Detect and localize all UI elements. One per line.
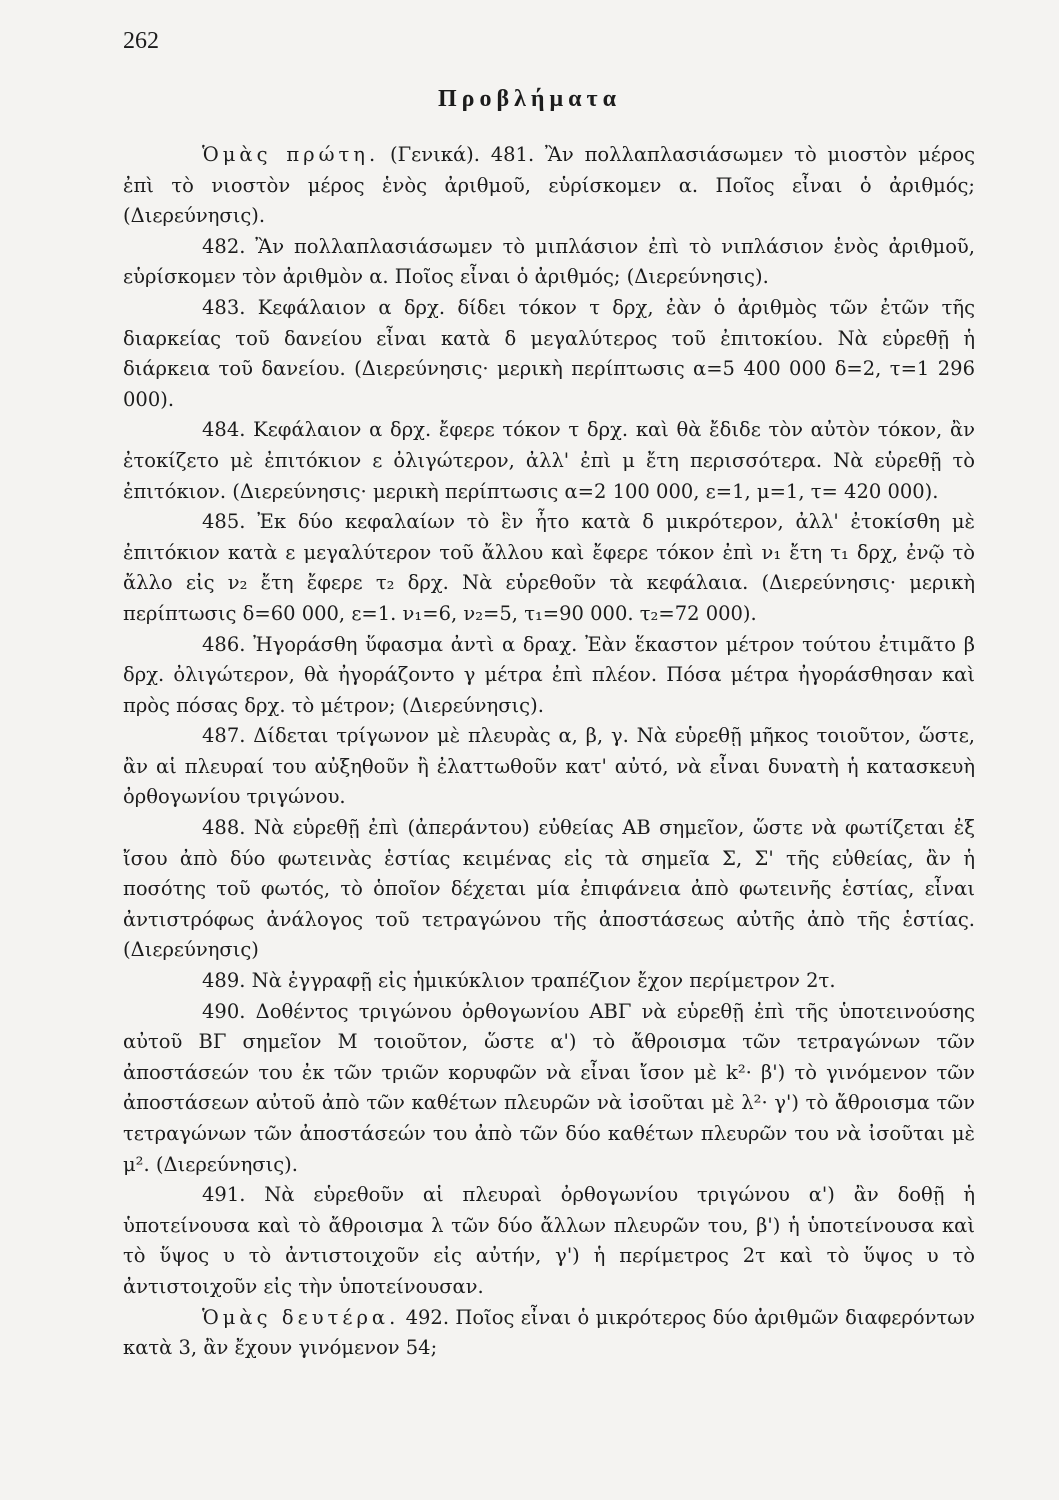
problem-490: 490. Δοθέντος τριγώνου ὀρθογωνίου ΑΒΓ νὰ εὑρεθῇ ἐπὶ τῆς ὑποτεινούσης αὐτοῦ ΒΓ σημεῖον Μ τοιοῦτον, ὥστε α') τὸ ἄθροισμα τῶν τετραγώνων τῶν ἀποστάσεών του ἐκ τῶν τριῶν κορυφῶν νὰ εἶναι ἴσον μὲ k²· β') τὸ γινόμενον τῶν ἀποστάσεων αὐτοῦ ἀπὸ τῶν καθέτων πλευρῶν νὰ ἰσοῦται μὲ λ²· γ') τὸ ἄθροισμα τῶν τετραγώνων τῶν ἀποστάσεών του ἀπὸ τῶν δύο καθέτων πλευρῶν του νὰ ἰσοῦται μὲ μ². (Διερεύνησις). [123,999,975,1176]
problem-487: 487. Δίδεται τρίγωνον μὲ πλευρὰς α, β, γ. Νὰ εὑρεθῇ μῆκος τοιοῦτον, ὥστε, ἂν αἱ πλευραί του αὐξηθοῦν ἢ ἐλαττωθοῦν κατ' αὐτό, νὰ εἶναι δυνατὴ ἡ κατασκευὴ ὀρθογωνίου τριγώνου. [123,724,975,809]
body-text [123,140,975,1364]
problem-481: Ὁμὰς πρώτη. (Γενικά). 481. Ἂν πολλαπλασιάσωμεν τὸ μιοστὸν μέρος ἐπὶ τὸ νιοστὸν μέρος ἑνὸς ἀριθμοῦ, εὑρίσκομεν α. Ποῖος εἶναι ὁ ἀριθμός; (Διερεύνησις). [123,143,975,228]
problem-486: 486. Ἠγοράσθη ὕφασμα ἀντὶ α δραχ. Ἐὰν ἕκαστον μέτρον τούτου ἐτιμᾶτο β δρχ. ὀλιγώτερον, θὰ ἠγοράζοντο γ μέτρα ἐπὶ πλέον. Πόσα μέτρα ἠγοράσθησαν καὶ πρὸς πόσας δρχ. τὸ μέτρον; (Διερεύνησις). [123,632,975,717]
problem-483: 483. Κεφάλαιον α δρχ. δίδει τόκον τ δρχ, ἐὰν ὁ ἀριθμὸς τῶν ἐτῶν τῆς διαρκείας τοῦ δανείου εἶναι κατὰ δ μεγαλύτερος τοῦ ἐπιτοκίου. Νὰ εὑρεθῇ ἡ διάρκεια τοῦ δανείου. (Διερεύνησις· μερικὴ περίπτωσις α=5 400 000 δ=2, τ=1 296 000). [123,295,975,411]
problem-482: 482. Ἂν πολλαπλασιάσωμεν τὸ μιπλάσιον ἐπὶ τὸ νιπλάσιον ἑνὸς ἀριθμοῦ, εὑρίσκομεν τὸν ἀριθμὸν α. Ποῖος εἶναι ὁ ἀριθμός; (Διερεύνησις). [123,234,975,289]
problem-484: 484. Κεφάλαιον α δρχ. ἔφερε τόκον τ δρχ. καὶ θὰ ἔδιδε τὸν αὐτὸν τόκον, ἂν ἐτοκίζετο μὲ ἐπιτόκιον ε ὀλιγώτερον, ἀλλ' ἐπὶ μ ἔτη περισσότερα. Νὰ εὑρεθῇ τὸ ἐπιτόκιον. (Διερεύνησις· μερικὴ περίπτωσις α=2 100 000, ε=1, μ=1, τ= 420 000). [123,418,975,503]
problem-489: 489. Νὰ ἐγγραφῇ εἰς ἡμικύκλιον τραπέζιον ἔχον περίμετρον 2τ. [202,969,836,993]
page-title: Προβλήματα [437,86,622,112]
group-label-second: Ὁμὰς δευτέρα. [202,1305,400,1329]
group-label-first: Ὁμὰς πρώτη. [202,143,380,166]
problem-488: 488. Νὰ εὑρεθῇ ἐπὶ (ἀπεράντου) εὐθείας ΑΒ σημεῖον, ὥστε νὰ φωτίζεται ἐξ ἴσου ἀπὸ δύο φωτεινὰς ἑστίας κειμένας εἰς τὰ σημεῖα Σ, Σ' τῆς εὐθείας, ἂν ἡ ποσότης τοῦ φωτός, τὸ ὁποῖον δέχεται μία ἐπιφάνεια ἀπὸ φωτεινῆς ἑστίας, εἶναι ἀντιστρόφως ἀνάλογος τοῦ τετραγώνου τῆς ἀποστάσεως αὐτῆς ἀπὸ τῆς ἑστίας. (Διερεύνησις) [123,816,975,962]
problem-485: 485. Ἐκ δύο κεφαλαίων τὸ ἓν ἦτο κατὰ δ μικρότερον, ἀλλ' ἐτοκίσθη μὲ ἐπιτόκιον κατὰ ε μεγαλύτερον τοῦ ἄλλου καὶ ἔφερε τόκον ἐπὶ ν₁ ἔτη τ₁ δρχ, ἐνῷ τὸ ἄλλο εἰς ν₂ ἔτη ἔφερε τ₂ δρχ. Νὰ εὑρεθοῦν τὰ κεφάλαια. (Διερεύνησις· μερικὴ περίπτωσις δ=60 000, ε=1. ν₁=6, ν₂=5, τ₁=90 000. τ₂=72 000). [123,510,975,625]
problem-491: 491. Νὰ εὑρεθοῦν αἱ πλευραὶ ὀρθογωνίου τριγώνου α') ἂν δοθῇ ἡ ὑποτείνουσα καὶ τὸ ἄθροισμα λ τῶν δύο ἄλλων πλευρῶν του, β') ἡ ὑποτείνουσα καὶ τὸ ὕψος υ τὸ ἀντιστοιχοῦν εἰς αὐτήν, γ') ἡ περίμετρος 2τ καὶ τὸ ὕψος υ τὸ ἀντιστοιχοῦν εἰς τὴν ὑποτείνουσαν. [123,1183,975,1298]
problem-492: Ὁμὰς δευτέρα. 492. Ποῖος εἶναι ὁ μικρότερος δύο ἀριθμῶν διαφερόντων κατὰ 3, ἂν ἔχουν γινόμενον 54; [123,1305,975,1360]
page-number: 262 [123,28,159,54]
